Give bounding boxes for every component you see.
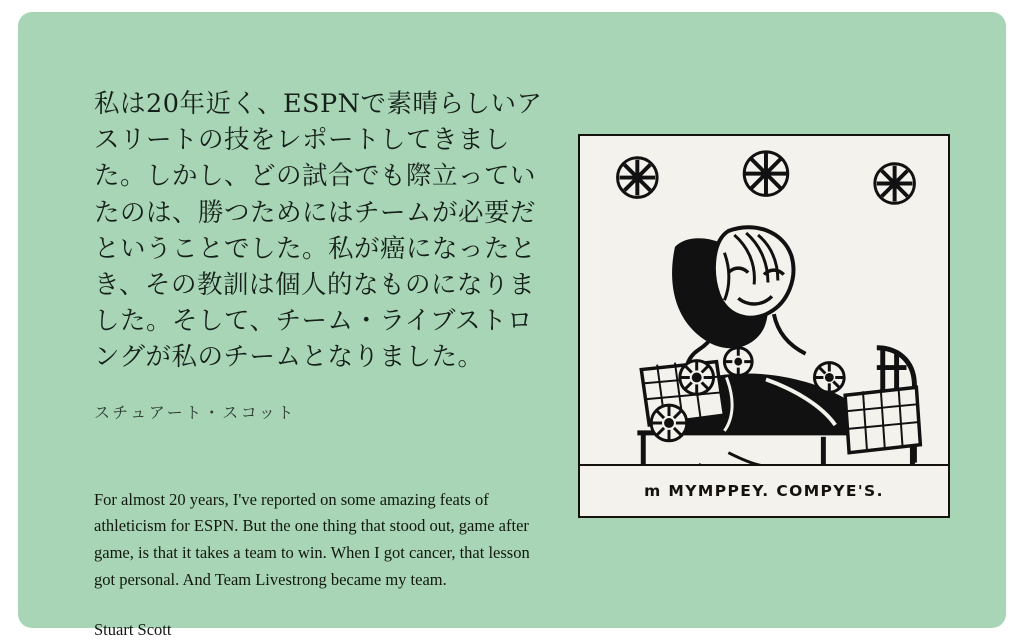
quote-card — [18, 12, 1006, 639]
illustration-caption: m MYMPPEY. COMPYE'S. — [580, 464, 948, 516]
japanese-quote-text: 私は20年近く、ESPNで素晴らしいアスリートの技をレポートしてきました。しかし、どの試合でも際立っていたのは、勝つためにはチームが必要だということでした。私が癌になったとき、その教訓は個人的なものになりました。そして、チーム・ライブストロングが私のチームとなりました。 — [94, 89, 543, 373]
japanese-quote-attribution: スチュアート・スコット — [94, 402, 296, 422]
illustration-frame — [578, 134, 950, 518]
card-content — [94, 86, 950, 639]
person-in-bed-ink-drawing — [580, 136, 948, 516]
text-column — [94, 86, 564, 640]
english-quote-attribution: Stuart Scott — [94, 619, 172, 639]
english-quote-text: For almost 20 years, I've reported on some amazing feats of athleticism for ESPN. But the one thing that stood out, game after game, is that it takes a team to win. When I got cancer, that lesson got personal. And Team Livestrong became my team. — [94, 489, 530, 589]
